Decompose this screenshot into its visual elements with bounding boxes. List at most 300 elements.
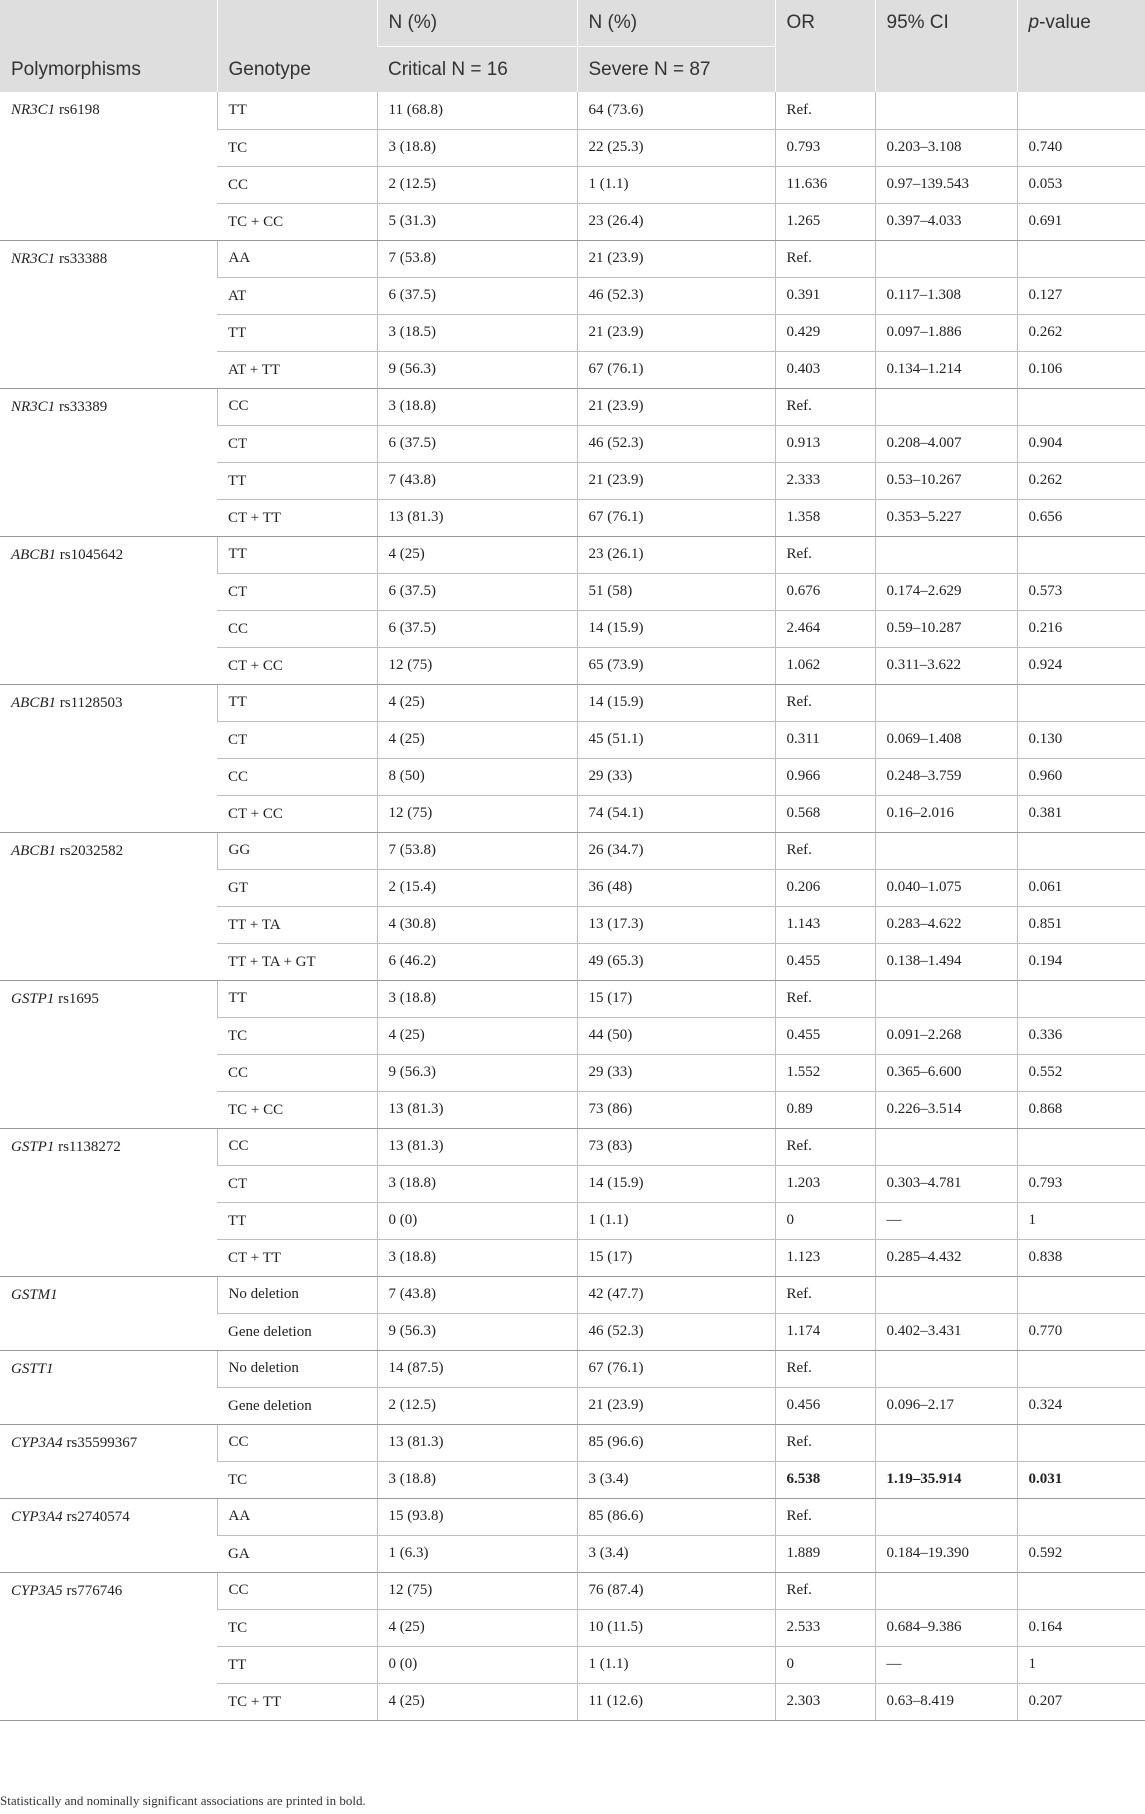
p-value-cell [1017,1498,1145,1535]
p-value-cell: 0.904 [1017,425,1145,462]
critical-cell: 5 (31.3) [377,203,577,240]
p-value-cell: 0.194 [1017,943,1145,980]
p-value-cell [1017,240,1145,277]
header-n-percent-critical: N (%) [377,0,577,46]
or-cell: 0 [775,1646,875,1683]
header-n-percent-severe: N (%) [577,0,775,46]
table-row [0,832,1145,869]
ci-cell [875,684,1017,721]
genotype-cell: TC [217,1461,377,1498]
polymorphism-cell [0,1572,217,1720]
or-cell: Ref. [775,1424,875,1461]
polymorphism-cell [0,1350,217,1424]
ci-cell: — [875,1202,1017,1239]
ci-cell: 0.069–1.408 [875,721,1017,758]
ci-cell: 0.97–139.543 [875,166,1017,203]
critical-cell: 6 (37.5) [377,573,577,610]
severe-cell: 14 (15.9) [577,1165,775,1202]
critical-cell: 4 (25) [377,1609,577,1646]
genotype-cell: TT + TA [217,906,377,943]
header-ci: 95% CI [875,0,1017,92]
critical-cell: 8 (50) [377,758,577,795]
ci-cell [875,388,1017,425]
gene-name: GSTP1 [11,1138,55,1155]
p-value-cell: 0.262 [1017,462,1145,499]
header-p-rest: -value [1039,12,1091,33]
p-value-cell: 0.106 [1017,351,1145,388]
or-cell: Ref. [775,240,875,277]
critical-cell: 9 (56.3) [377,351,577,388]
table-row [0,1572,1145,1609]
severe-cell: 46 (52.3) [577,425,775,462]
genotype-cell: AT + TT [217,351,377,388]
critical-cell: 12 (75) [377,647,577,684]
severe-cell: 23 (26.1) [577,536,775,573]
snp-id: rs35599367 [66,1434,138,1451]
ci-cell: 0.096–2.17 [875,1387,1017,1424]
genotype-cell: No deletion [217,1350,377,1387]
critical-cell: 3 (18.8) [377,1165,577,1202]
critical-cell: 13 (81.3) [377,499,577,536]
or-cell: Ref. [775,832,875,869]
ci-cell [875,1424,1017,1461]
p-value-cell: 1 [1017,1202,1145,1239]
header-critical: Critical N = 16 [377,46,577,92]
severe-cell: 15 (17) [577,1239,775,1276]
table-row [0,1350,1145,1387]
ci-cell [875,832,1017,869]
or-cell: 0.311 [775,721,875,758]
p-value-cell: 0.851 [1017,906,1145,943]
critical-cell: 7 (43.8) [377,462,577,499]
ci-cell: 0.248–3.759 [875,758,1017,795]
table-row [0,1424,1145,1461]
critical-cell: 6 (46.2) [377,943,577,980]
p-value-cell: 0.924 [1017,647,1145,684]
genotype-cell: AT [217,277,377,314]
genotype-cell: TT [217,1646,377,1683]
ci-cell: 0.174–2.629 [875,573,1017,610]
or-cell: 0.568 [775,795,875,832]
or-cell: 0.966 [775,758,875,795]
severe-cell: 73 (83) [577,1128,775,1165]
snp-id: rs1695 [58,990,99,1007]
table-row [0,240,1145,277]
header-severe: Severe N = 87 [577,46,775,92]
p-value-cell: 0.130 [1017,721,1145,758]
p-value-cell [1017,832,1145,869]
polymorphism-cell [0,684,217,832]
ci-cell: — [875,1646,1017,1683]
gene-name: NR3C1 [11,250,56,267]
p-value-cell [1017,1572,1145,1609]
snp-id: rs2032582 [59,842,124,859]
genotype-cell: TT [217,92,377,129]
severe-cell: 29 (33) [577,1054,775,1091]
critical-cell: 4 (25) [377,1683,577,1720]
or-cell: 0.391 [775,277,875,314]
table-row [0,1128,1145,1165]
critical-cell: 7 (43.8) [377,1276,577,1313]
or-cell: 2.303 [775,1683,875,1720]
ci-cell: 0.285–4.432 [875,1239,1017,1276]
ci-cell: 0.397–4.033 [875,203,1017,240]
or-cell: 0 [775,1202,875,1239]
p-value-cell: 0.262 [1017,314,1145,351]
p-value-cell [1017,980,1145,1017]
p-value-cell: 0.770 [1017,1313,1145,1350]
or-cell: 0.429 [775,314,875,351]
or-cell: Ref. [775,536,875,573]
ci-cell: 0.117–1.308 [875,277,1017,314]
genotype-cell: TT [217,980,377,1017]
or-cell: 1.889 [775,1535,875,1572]
severe-cell: 26 (34.7) [577,832,775,869]
critical-cell: 13 (81.3) [377,1424,577,1461]
critical-cell: 3 (18.8) [377,980,577,1017]
severe-cell: 14 (15.9) [577,610,775,647]
genotype-cell: CC [217,610,377,647]
snp-id: rs1138272 [58,1138,121,1155]
severe-cell: 67 (76.1) [577,1350,775,1387]
gene-name: ABCB1 [11,694,56,711]
p-value-cell: 0.324 [1017,1387,1145,1424]
or-cell: 1.143 [775,906,875,943]
gene-name: ABCB1 [11,546,56,563]
genotype-cell: TC [217,129,377,166]
severe-cell: 1 (1.1) [577,1202,775,1239]
genotype-cell: AA [217,1498,377,1535]
severe-cell: 3 (3.4) [577,1461,775,1498]
table-body [0,92,1145,1720]
table-row [0,92,1145,129]
or-cell: 1.358 [775,499,875,536]
severe-cell: 21 (23.9) [577,240,775,277]
p-value-cell: 0.336 [1017,1017,1145,1054]
genotype-cell: TC + CC [217,203,377,240]
polymorphism-cell [0,1128,217,1276]
severe-cell: 65 (73.9) [577,647,775,684]
genotype-cell: Gene deletion [217,1387,377,1424]
critical-cell: 14 (87.5) [377,1350,577,1387]
severe-cell: 29 (33) [577,758,775,795]
table-row [0,684,1145,721]
polymorphism-cell [0,388,217,536]
or-cell: Ref. [775,1498,875,1535]
critical-cell: 6 (37.5) [377,277,577,314]
ci-cell [875,1276,1017,1313]
ci-cell: 0.59–10.287 [875,610,1017,647]
critical-cell: 13 (81.3) [377,1128,577,1165]
severe-cell: 74 (54.1) [577,795,775,832]
genotype-cell: TT [217,684,377,721]
severe-cell: 46 (52.3) [577,1313,775,1350]
p-value-cell: 0.381 [1017,795,1145,832]
severe-cell: 85 (96.6) [577,1424,775,1461]
or-cell: 0.913 [775,425,875,462]
polymorphism-cell [0,1498,217,1572]
critical-cell: 7 (53.8) [377,240,577,277]
genotype-cell: TC [217,1017,377,1054]
genotype-cell: CC [217,1424,377,1461]
genotype-cell: CC [217,1572,377,1609]
ci-cell: 0.53–10.267 [875,462,1017,499]
ci-cell: 0.684–9.386 [875,1609,1017,1646]
severe-cell: 45 (51.1) [577,721,775,758]
genotype-cell: CT [217,721,377,758]
critical-cell: 9 (56.3) [377,1313,577,1350]
critical-cell: 13 (81.3) [377,1091,577,1128]
table-row [0,1498,1145,1535]
ci-cell: 0.226–3.514 [875,1091,1017,1128]
snp-id: rs1128503 [59,694,123,711]
p-value-cell [1017,92,1145,129]
genotype-cell: CT [217,573,377,610]
gene-name: ABCB1 [11,842,56,859]
or-cell: 2.533 [775,1609,875,1646]
p-value-cell [1017,1350,1145,1387]
gene-name: GSTM1 [11,1286,58,1303]
severe-cell: 3 (3.4) [577,1535,775,1572]
snp-id: rs33389 [58,398,108,415]
severe-cell: 67 (76.1) [577,499,775,536]
ci-cell: 0.63–8.419 [875,1683,1017,1720]
or-cell: 2.333 [775,462,875,499]
p-value-cell: 0.552 [1017,1054,1145,1091]
p-value-cell: 0.868 [1017,1091,1145,1128]
critical-cell: 11 (68.8) [377,92,577,129]
severe-cell: 42 (47.7) [577,1276,775,1313]
critical-cell: 12 (75) [377,1572,577,1609]
ci-cell: 0.208–4.007 [875,425,1017,462]
or-cell: Ref. [775,1128,875,1165]
severe-cell: 85 (86.6) [577,1498,775,1535]
or-cell: 1.123 [775,1239,875,1276]
or-cell: Ref. [775,684,875,721]
critical-cell: 3 (18.8) [377,1461,577,1498]
p-value-cell: 0.031 [1017,1461,1145,1498]
genotype-cell: CC [217,758,377,795]
critical-cell: 4 (25) [377,721,577,758]
critical-cell: 15 (93.8) [377,1498,577,1535]
genotype-cell: TC + TT [217,1683,377,1720]
genotype-cell: TC [217,1609,377,1646]
or-cell: 0.456 [775,1387,875,1424]
or-cell: 0.455 [775,1017,875,1054]
critical-cell: 12 (75) [377,795,577,832]
p-value-cell: 0.164 [1017,1609,1145,1646]
severe-cell: 15 (17) [577,980,775,1017]
severe-cell: 36 (48) [577,869,775,906]
critical-cell: 4 (25) [377,1017,577,1054]
ci-cell: 0.283–4.622 [875,906,1017,943]
critical-cell: 7 (53.8) [377,832,577,869]
table-header [0,0,1145,92]
gene-name: NR3C1 [11,398,56,415]
p-value-cell: 0.061 [1017,869,1145,906]
critical-cell: 2 (15.4) [377,869,577,906]
genotype-cell: No deletion [217,1276,377,1313]
critical-cell: 4 (25) [377,684,577,721]
table-row [0,388,1145,425]
genotype-cell: CC [217,1128,377,1165]
critical-cell: 4 (30.8) [377,906,577,943]
ci-cell: 0.303–4.781 [875,1165,1017,1202]
gene-name: GSTT1 [11,1360,54,1377]
genotype-cell: CT + CC [217,795,377,832]
header-p-value [1017,0,1145,92]
polymorphism-cell [0,92,217,240]
p-value-cell [1017,536,1145,573]
ci-cell: 0.040–1.075 [875,869,1017,906]
genotype-cell: GT [217,869,377,906]
genotype-cell: TT [217,1202,377,1239]
critical-cell: 0 (0) [377,1646,577,1683]
severe-cell: 11 (12.6) [577,1683,775,1720]
critical-cell: 0 (0) [377,1202,577,1239]
genotype-cell: CC [217,166,377,203]
critical-cell: 3 (18.5) [377,314,577,351]
p-value-cell: 0.960 [1017,758,1145,795]
critical-cell: 2 (12.5) [377,1387,577,1424]
ci-cell: 0.402–3.431 [875,1313,1017,1350]
table-row [0,536,1145,573]
snp-id: rs1045642 [59,546,124,563]
ci-cell: 0.16–2.016 [875,795,1017,832]
ci-cell [875,1350,1017,1387]
genotype-cell: CT + TT [217,1239,377,1276]
table-row [0,1276,1145,1313]
severe-cell: 44 (50) [577,1017,775,1054]
severe-cell: 14 (15.9) [577,684,775,721]
ci-cell: 0.203–3.108 [875,129,1017,166]
critical-cell: 3 (18.8) [377,388,577,425]
or-cell: 0.206 [775,869,875,906]
severe-cell: 21 (23.9) [577,314,775,351]
critical-cell: 4 (25) [377,536,577,573]
ci-cell: 0.091–2.268 [875,1017,1017,1054]
genotype-cell: GG [217,832,377,869]
severe-cell: 10 (11.5) [577,1609,775,1646]
genotype-cell: Gene deletion [217,1313,377,1350]
ci-cell: 0.365–6.600 [875,1054,1017,1091]
p-value-cell [1017,684,1145,721]
severe-cell: 13 (17.3) [577,906,775,943]
p-value-cell: 0.207 [1017,1683,1145,1720]
or-cell: 11.636 [775,166,875,203]
p-value-cell: 0.793 [1017,1165,1145,1202]
or-cell: Ref. [775,980,875,1017]
ci-cell [875,980,1017,1017]
ci-cell: 0.138–1.494 [875,943,1017,980]
ci-cell [875,240,1017,277]
genotype-cell: GA [217,1535,377,1572]
gene-name: CYP3A5 [11,1582,63,1599]
ci-cell [875,92,1017,129]
table-footnote: Statistically and nominally significant associations are printed in bold. [0,1793,366,1808]
p-value-cell: 0.691 [1017,203,1145,240]
severe-cell: 1 (1.1) [577,166,775,203]
severe-cell: 21 (23.9) [577,462,775,499]
critical-cell: 6 (37.5) [377,425,577,462]
or-cell: Ref. [775,388,875,425]
snp-id: rs776746 [66,1582,123,1599]
severe-cell: 21 (23.9) [577,388,775,425]
genotype-cell: CT + CC [217,647,377,684]
or-cell: 1.203 [775,1165,875,1202]
critical-cell: 1 (6.3) [377,1535,577,1572]
p-value-cell: 0.127 [1017,277,1145,314]
critical-cell: 3 (18.8) [377,129,577,166]
ci-cell [875,536,1017,573]
genotype-cell: TT [217,462,377,499]
gene-name: NR3C1 [11,102,56,118]
ci-cell [875,1128,1017,1165]
or-cell: 1.062 [775,647,875,684]
p-value-cell [1017,1276,1145,1313]
ci-cell: 1.19–35.914 [875,1461,1017,1498]
p-value-cell [1017,388,1145,425]
ci-cell [875,1572,1017,1609]
header-genotype: Genotype [217,0,377,92]
p-value-cell: 0.592 [1017,1535,1145,1572]
or-cell: 0.403 [775,351,875,388]
gene-name: CYP3A4 [11,1434,63,1451]
gene-name: GSTP1 [11,990,55,1007]
polymorphism-cell [0,980,217,1128]
snp-id: rs33388 [58,250,108,267]
genotype-cell: TT + TA + GT [217,943,377,980]
genotype-cell: TT [217,536,377,573]
table-row [0,980,1145,1017]
or-cell: 1.265 [775,203,875,240]
or-cell: 6.538 [775,1461,875,1498]
p-value-cell: 0.216 [1017,610,1145,647]
severe-cell: 23 (26.4) [577,203,775,240]
or-cell: Ref. [775,1276,875,1313]
severe-cell: 67 (76.1) [577,351,775,388]
genotype-cell: CT [217,425,377,462]
genotype-cell: AA [217,240,377,277]
p-value-cell: 0.740 [1017,129,1145,166]
header-or: OR [775,0,875,92]
critical-cell: 9 (56.3) [377,1054,577,1091]
severe-cell: 1 (1.1) [577,1646,775,1683]
ci-cell: 0.097–1.886 [875,314,1017,351]
ci-cell: 0.134–1.214 [875,351,1017,388]
severe-cell: 21 (23.9) [577,1387,775,1424]
p-value-cell [1017,1128,1145,1165]
snp-id: rs2740574 [66,1508,130,1525]
severe-cell: 64 (73.6) [577,92,775,129]
polymorphism-cell [0,1424,217,1498]
or-cell: 0.455 [775,943,875,980]
p-value-cell: 0.053 [1017,166,1145,203]
severe-cell: 51 (58) [577,573,775,610]
genotype-cell: CT [217,1165,377,1202]
or-cell: 0.676 [775,573,875,610]
polymorphism-cell [0,1276,217,1350]
genotype-cell: CC [217,388,377,425]
p-value-cell: 1 [1017,1646,1145,1683]
genotype-cell: CC [217,1054,377,1091]
severe-cell: 46 (52.3) [577,277,775,314]
polymorphism-cell [0,536,217,684]
or-cell: Ref. [775,92,875,129]
snp-id: rs6198 [58,102,100,118]
polymorphism-cell [0,832,217,980]
or-cell: 1.174 [775,1313,875,1350]
